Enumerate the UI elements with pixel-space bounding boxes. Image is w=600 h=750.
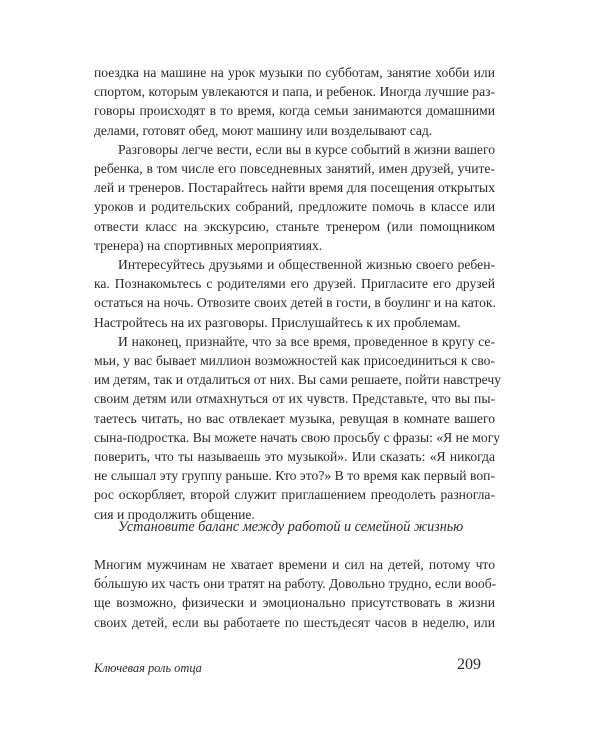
text-line: не слышал эту группу раньше. Кто это?» В то время как первый воп- bbox=[94, 468, 495, 484]
text-line: тренера) на спортивных мероприятиях. bbox=[94, 237, 323, 253]
paragraph bbox=[94, 140, 495, 255]
text-line: ка. Познакомьтесь с родителями его друзей. Пригласите его друзей bbox=[94, 276, 495, 292]
text-line: Разговоры легче вести, если вы в курсе событий в жизни вашего bbox=[118, 141, 495, 157]
text-line: рос оскорбляет, второй служит приглашением преодолеть разногла- bbox=[94, 487, 495, 503]
text-line: уроков и родительских собраний, предложите помочь в классе или bbox=[94, 199, 495, 215]
text-line: своим детям или отмахнуться от их чувств. Представьте, что вы пы- bbox=[94, 391, 495, 407]
paragraph-continuation bbox=[94, 63, 495, 140]
paragraph bbox=[94, 255, 495, 332]
text-line: таетесь читать, но вас отвлекает музыка, ревущая в комнате вашего bbox=[94, 410, 495, 426]
text-line: ребенка, в том числе его повседневных занятий, имен друзей, учите- bbox=[94, 161, 495, 177]
text-line: сия и продолжить общение. bbox=[94, 506, 255, 522]
text-line: сына-подростка. Вы можете начать свою просьбу с фразы: «Я не могу bbox=[94, 429, 501, 445]
paragraph bbox=[94, 332, 502, 524]
text-line: поездка на машине на урок музыки по субботам, занятие хобби или bbox=[94, 65, 495, 80]
section-heading: Установите баланс между работой и семейной жизнью bbox=[118, 519, 464, 535]
text-line: делами, готовят обед, моют машину или возделывают сад. bbox=[94, 122, 433, 138]
text-line: своих детей, если вы работаете по шестьдесят часов в неделю, или bbox=[94, 614, 495, 630]
text-line: лей и тренеров. Постарайтесь найти время для посещения открытых bbox=[94, 180, 495, 196]
text-line: отвести класс на экскурсию, станьте тренером (или помощником bbox=[94, 218, 495, 234]
running-title: Ключевая роль отца bbox=[94, 661, 202, 675]
text-line: Многим мужчинам не хватает времени и сил на детей, потому что bbox=[94, 557, 495, 572]
text-line: мьи, у вас бывает миллион возможностей как присоединиться к сво- bbox=[94, 353, 495, 369]
body-text-bottom bbox=[94, 555, 495, 632]
text-line: И наконец, признайте, что за все время, проведенное в кругу се- bbox=[118, 333, 495, 349]
text-line: спортом, которым увлекаются и папа, и ребенок. Иногда лучшие раз- bbox=[94, 84, 495, 100]
text-line: Интересуйтесь друзьями и общественной жизнью своего ребен- bbox=[118, 257, 495, 273]
text-line: бо́льшую их часть они тратят на работу. Довольно трудно, если вооб- bbox=[94, 576, 497, 592]
text-line: остаться на ночь. Отвозите своих детей в гости, в боулинг и на каток. bbox=[94, 295, 496, 311]
page-number: 209 bbox=[457, 656, 481, 673]
text-line: ще возможно, физически и эмоционально присутствовать в жизни bbox=[94, 595, 495, 611]
body-text-top bbox=[94, 63, 502, 524]
paragraph bbox=[94, 555, 495, 632]
text-line: говоры происходят в то время, когда семьи занимаются домашними bbox=[94, 103, 495, 119]
text-line: им детям, так и отдалиться от них. Вы сами решаете, пойти навстречу bbox=[94, 372, 502, 388]
text-line: поверить, что ты называешь это музыкой». Или сказать: «Я никогда bbox=[94, 449, 495, 465]
text-line: Настройтесь на их разговоры. Прислушайтесь к их проблемам. bbox=[94, 314, 461, 330]
